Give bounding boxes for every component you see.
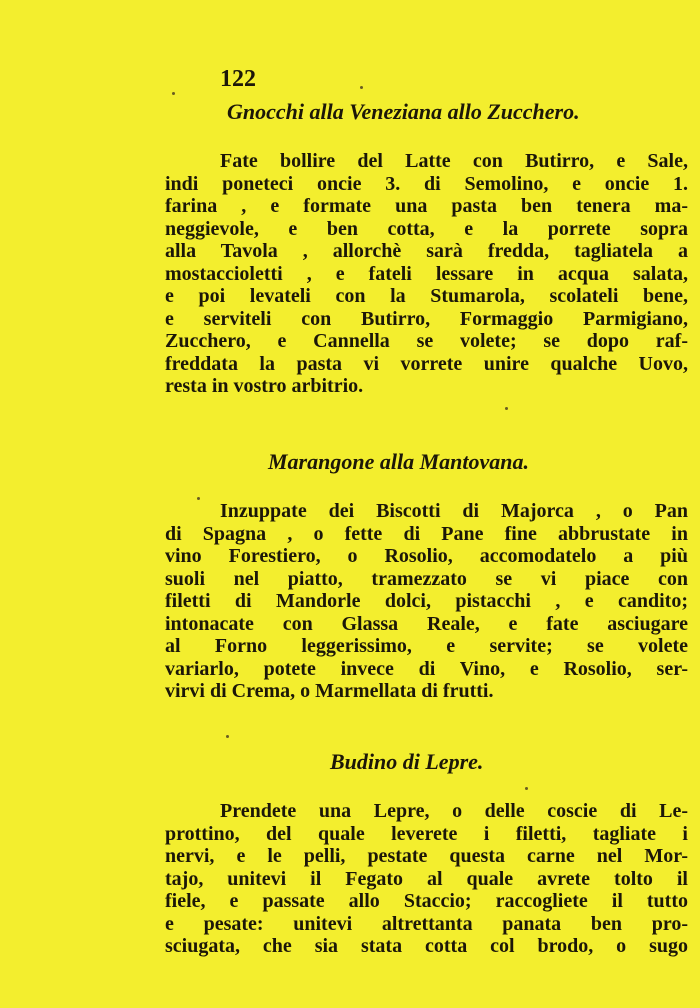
- text-line: filetti di Mandorle dolci, pistacchi , e candito;: [165, 590, 688, 612]
- text-line: suoli nel piatto, tramezzato se vi piace con: [165, 567, 688, 590]
- text-line: vino Forestiero, o Rosolio, accomodatelo a più: [165, 545, 688, 567]
- ink-speck: [172, 92, 175, 95]
- text-line: resta in vostro arbitrio.: [165, 375, 364, 397]
- text-line: prottino, del quale leverete i filetti, tagliate i: [165, 822, 688, 845]
- recipe-title-gnocchi: Gnocchi alla Veneziana allo Zucchero.: [227, 99, 580, 124]
- text-line: nervi, e le pelli, pestate questa carne nel Mor-: [165, 845, 688, 867]
- page-number: 122: [220, 66, 256, 92]
- text-line: intonacate con Glassa Reale, e fate asciugare: [165, 612, 688, 635]
- text-line: neggievole, e ben cotta, e la porrete sopra: [165, 217, 688, 240]
- ink-speck: [360, 86, 363, 89]
- recipe-title-marangone: Marangone alla Mantovana.: [268, 449, 529, 474]
- text-line: di Spagna , o fette di Pane fine abbrustate in: [165, 522, 688, 545]
- text-line: mostaccioletti , e fateli lessare in acqua salata,: [165, 262, 688, 285]
- text-line: Fate bollire del Latte con Butirro, e Sale,: [220, 150, 688, 172]
- text-line: e serviteli con Butirro, Formaggio Parmigiano,: [165, 307, 688, 330]
- ink-speck: [226, 735, 229, 738]
- text-line: farina , e formate una pasta ben tenera ma-: [165, 195, 688, 217]
- text-line: al Forno leggerissimo, e servite; se volete: [165, 635, 688, 657]
- text-line: e poi levateli con la Stumarola, scolateli bene,: [165, 285, 688, 307]
- text-line: fiele, e passate allo Staccio; raccogliete il tutto: [165, 890, 688, 912]
- text-line: alla Tavola , allorchè sarà fredda, tagliatela a: [165, 240, 688, 262]
- text-line: freddata la pasta vi vorrete unire qualche Uovo,: [165, 352, 688, 375]
- text-line: variarlo, potete invece di Vino, e Rosolio, ser-: [165, 657, 688, 680]
- text-line: virvi di Crema, o Marmellata di frutti.: [165, 680, 494, 702]
- ink-speck: [505, 407, 508, 410]
- recipe-text-marangone: [165, 500, 688, 703]
- text-line: tajo, unitevi il Fegato al quale avrete tolto il: [165, 867, 688, 890]
- recipe-text-gnocchi: [165, 150, 688, 398]
- recipe-text-budino: [165, 800, 688, 958]
- text-line: Prendete una Lepre, o delle coscie di Le-: [220, 800, 688, 822]
- ink-speck: [525, 787, 528, 790]
- ink-speck: [197, 497, 200, 500]
- text-line: sciugata, che sia stata cotta col brodo, o sugo: [165, 935, 688, 957]
- text-line: Zucchero, e Cannella se volete; se dopo raf-: [165, 330, 688, 352]
- text-line: Inzuppate dei Biscotti di Majorca , o Pan: [220, 500, 688, 522]
- text-line: e pesate: unitevi altrettanta panata ben pro-: [165, 912, 688, 935]
- text-line: indi poneteci oncie 3. di Semolino, e oncie 1.: [165, 172, 688, 195]
- recipe-title-budino: Budino di Lepre.: [330, 749, 484, 774]
